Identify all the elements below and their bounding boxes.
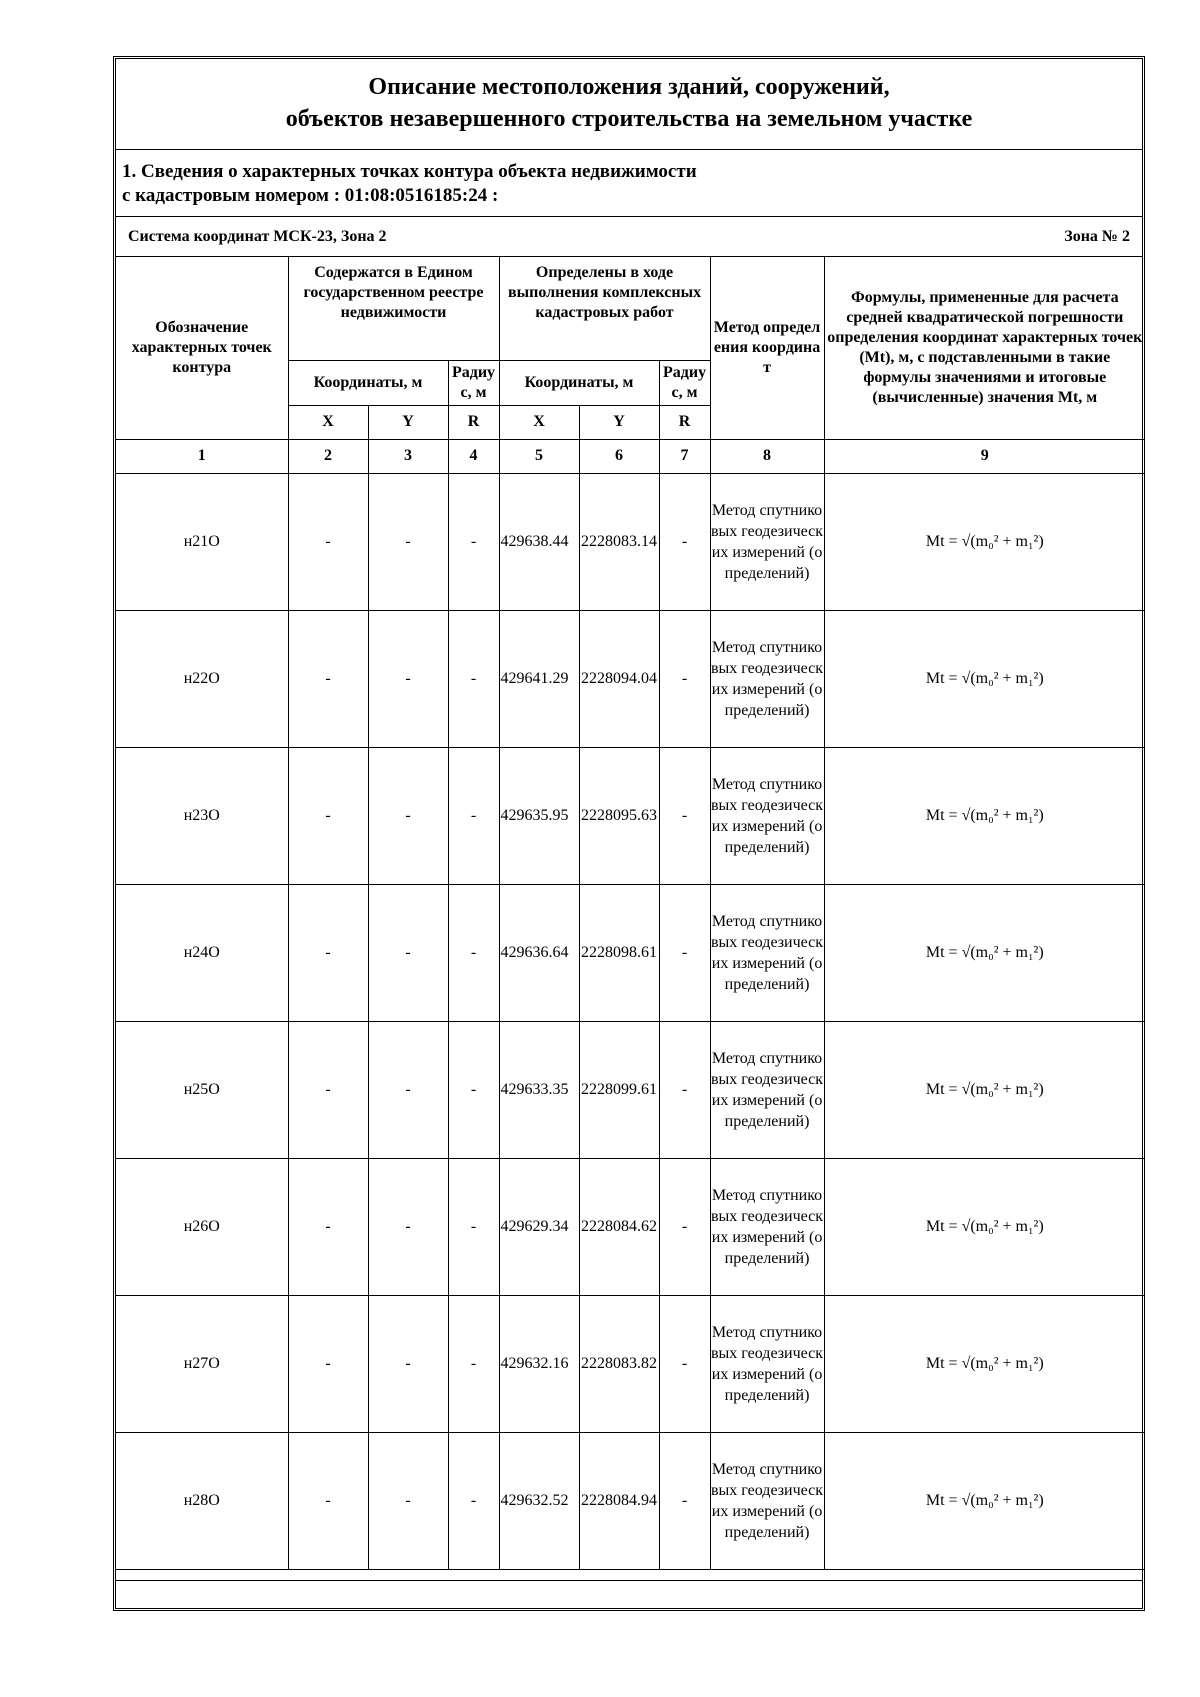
section-line-2: с кадастровым номером : 01:08:0516185:24 : bbox=[122, 185, 499, 206]
egrn-r-value: - bbox=[448, 747, 499, 884]
radius-value: - bbox=[659, 1158, 710, 1295]
point-id: н27О bbox=[116, 1295, 288, 1432]
method-value: Метод спутниковых геодезических измерений (определений) bbox=[710, 610, 824, 747]
x-coordinate: 429629.34 bbox=[499, 1158, 579, 1295]
header-complex-radius bbox=[659, 360, 710, 405]
formula-value: Mt = √(m₀² + m₁²) bbox=[824, 884, 1145, 1021]
egrn-x-value: - bbox=[288, 610, 368, 747]
column-number: 7 bbox=[659, 439, 710, 473]
point-id: н25О bbox=[116, 1021, 288, 1158]
y-coordinate bbox=[579, 1021, 659, 1158]
table-row bbox=[116, 1295, 1145, 1432]
egrn-r-value: - bbox=[448, 1295, 499, 1432]
section-heading bbox=[116, 150, 1142, 217]
column-number: 3 bbox=[368, 439, 448, 473]
point-id: н23О bbox=[116, 747, 288, 884]
egrn-r-value: - bbox=[448, 1432, 499, 1569]
point-id: н21О bbox=[116, 473, 288, 610]
x-coordinate: 429635.95 bbox=[499, 747, 579, 884]
egrn-x-value: - bbox=[288, 1158, 368, 1295]
header-egrn: Содержатся в Едином государственном реестре недвижимости bbox=[288, 257, 499, 360]
formula-value: Mt = √(m₀² + m₁²) bbox=[824, 1021, 1145, 1158]
title-line-1: Описание местоположения зданий, сооружений, bbox=[368, 74, 890, 100]
formula-value: Mt = √(m₀² + m₁²) bbox=[824, 1158, 1145, 1295]
document-frame bbox=[113, 56, 1145, 1611]
column-number: 1 bbox=[116, 439, 288, 473]
header-method bbox=[710, 257, 824, 439]
egrn-y-value: - bbox=[368, 747, 448, 884]
formula-value: Mt = √(m₀² + m₁²) bbox=[824, 473, 1145, 610]
document-title bbox=[116, 59, 1142, 150]
radius-value: - bbox=[659, 473, 710, 610]
coordinate-system-label: Система координат МСК-23, Зона 2 bbox=[128, 228, 387, 245]
radius-value: - bbox=[659, 747, 710, 884]
header-complex-works: Определены в ходе выполнения комплексных кадастровых работ bbox=[499, 257, 710, 360]
y-coordinate-text: 2228099.61 bbox=[581, 1080, 658, 1098]
y-coordinate bbox=[579, 610, 659, 747]
column-number: 2 bbox=[288, 439, 368, 473]
egrn-r-value: - bbox=[448, 473, 499, 610]
header-complex-coords: Координаты, м bbox=[499, 360, 659, 405]
y-coordinate-text: 2228094.04 bbox=[581, 669, 658, 687]
y-coordinate-text: 2228095.63 bbox=[581, 806, 658, 824]
egrn-r-value: - bbox=[448, 1021, 499, 1158]
formula-value: Mt = √(m₀² + m₁²) bbox=[824, 1295, 1145, 1432]
x-coordinate: 429633.35 bbox=[499, 1021, 579, 1158]
header-egrn-r: R bbox=[448, 405, 499, 439]
method-value: Метод спутниковых геодезических измерений (определений) bbox=[710, 1158, 824, 1295]
radius-value: - bbox=[659, 1295, 710, 1432]
header-complex-y: Y bbox=[579, 405, 659, 439]
y-coordinate-text: 2228083.14 bbox=[581, 532, 658, 550]
coordinate-system-bar bbox=[116, 217, 1142, 257]
method-value: Метод спутниковых геодезических измерений (определений) bbox=[710, 1295, 824, 1432]
header-complex-r: R bbox=[659, 405, 710, 439]
header-egrn-radius-text: Радиус, м bbox=[451, 363, 496, 401]
radius-value: - bbox=[659, 610, 710, 747]
egrn-x-value: - bbox=[288, 1432, 368, 1569]
table-row bbox=[116, 884, 1145, 1021]
egrn-y-value: - bbox=[368, 1295, 448, 1432]
zone-label: Зона № 2 bbox=[1064, 228, 1130, 245]
column-number: 5 bbox=[499, 439, 579, 473]
column-number: 8 bbox=[710, 439, 824, 473]
egrn-y-value: - bbox=[368, 1158, 448, 1295]
header-formulas: Формулы, примененные для расчета средней квадратической погрешности определения координат характерных точек (Mt), м, с подставленными в такие формулы значениями и итоговые (вычисленные) значения Mt, м bbox=[824, 257, 1145, 439]
egrn-y-value: - bbox=[368, 1021, 448, 1158]
egrn-x-value: - bbox=[288, 1021, 368, 1158]
formula-value: Mt = √(m₀² + m₁²) bbox=[824, 610, 1145, 747]
y-coordinate bbox=[579, 1295, 659, 1432]
method-value: Метод спутниковых геодезических измерений (определений) bbox=[710, 1021, 824, 1158]
y-coordinate bbox=[579, 473, 659, 610]
point-id: н22О bbox=[116, 610, 288, 747]
table-row bbox=[116, 1158, 1145, 1295]
table-row bbox=[116, 747, 1145, 884]
header-complex-radius-text: Радиус, м bbox=[662, 363, 707, 401]
x-coordinate: 429632.16 bbox=[499, 1295, 579, 1432]
point-id: н28О bbox=[116, 1432, 288, 1569]
header-point-designation: Обозначение характерных точек контура bbox=[116, 257, 288, 439]
column-numbers-row bbox=[116, 439, 1145, 473]
method-value: Метод спутниковых геодезических измерений (определений) bbox=[710, 747, 824, 884]
y-coordinate bbox=[579, 1432, 659, 1569]
formula-value: Mt = √(m₀² + m₁²) bbox=[824, 1432, 1145, 1569]
column-number: 6 bbox=[579, 439, 659, 473]
radius-value: - bbox=[659, 884, 710, 1021]
footer-strip bbox=[116, 1580, 1142, 1608]
egrn-y-value: - bbox=[368, 1432, 448, 1569]
header-method-text: Метод определения координат bbox=[713, 318, 821, 376]
point-id: н24О bbox=[116, 884, 288, 1021]
column-number: 9 bbox=[824, 439, 1145, 473]
y-coordinate bbox=[579, 884, 659, 1021]
x-coordinate: 429636.64 bbox=[499, 884, 579, 1021]
egrn-x-value: - bbox=[288, 473, 368, 610]
header-egrn-y: Y bbox=[368, 405, 448, 439]
x-coordinate: 429632.52 bbox=[499, 1432, 579, 1569]
y-coordinate-text: 2228098.61 bbox=[581, 943, 658, 961]
table-row bbox=[116, 1021, 1145, 1158]
y-coordinate bbox=[579, 1158, 659, 1295]
radius-value: - bbox=[659, 1021, 710, 1158]
egrn-y-value: - bbox=[368, 473, 448, 610]
point-id: н26О bbox=[116, 1158, 288, 1295]
egrn-y-value: - bbox=[368, 610, 448, 747]
x-coordinate: 429638.44 bbox=[499, 473, 579, 610]
header-egrn-coords: Координаты, м bbox=[288, 360, 448, 405]
y-coordinate-text: 2228083.82 bbox=[581, 1354, 658, 1372]
table-row bbox=[116, 1432, 1145, 1569]
y-coordinate bbox=[579, 747, 659, 884]
y-coordinate-text: 2228084.62 bbox=[581, 1217, 658, 1235]
egrn-y-value: - bbox=[368, 884, 448, 1021]
method-value: Метод спутниковых геодезических измерений (определений) bbox=[710, 884, 824, 1021]
points-table bbox=[116, 257, 1145, 1570]
egrn-x-value: - bbox=[288, 1295, 368, 1432]
header-complex-x: X bbox=[499, 405, 579, 439]
method-value: Метод спутниковых геодезических измерений (определений) bbox=[710, 1432, 824, 1569]
egrn-x-value: - bbox=[288, 747, 368, 884]
table-row bbox=[116, 610, 1145, 747]
y-coordinate-text: 2228084.94 bbox=[581, 1491, 658, 1509]
title-line-2: объектов незавершенного строительства на земельном участке bbox=[285, 106, 973, 132]
radius-value: - bbox=[659, 1432, 710, 1569]
section-line-1: 1. Сведения о характерных точках контура объекта недвижимости bbox=[122, 161, 697, 182]
egrn-x-value: - bbox=[288, 884, 368, 1021]
x-coordinate: 429641.29 bbox=[499, 610, 579, 747]
formula-value: Mt = √(m₀² + m₁²) bbox=[824, 747, 1145, 884]
header-row-1 bbox=[116, 257, 1145, 360]
header-egrn-radius bbox=[448, 360, 499, 405]
egrn-r-value: - bbox=[448, 884, 499, 1021]
column-number: 4 bbox=[448, 439, 499, 473]
egrn-r-value: - bbox=[448, 1158, 499, 1295]
egrn-r-value: - bbox=[448, 610, 499, 747]
table-row bbox=[116, 473, 1145, 610]
method-value: Метод спутниковых геодезических измерений (определений) bbox=[710, 473, 824, 610]
header-egrn-x: X bbox=[288, 405, 368, 439]
